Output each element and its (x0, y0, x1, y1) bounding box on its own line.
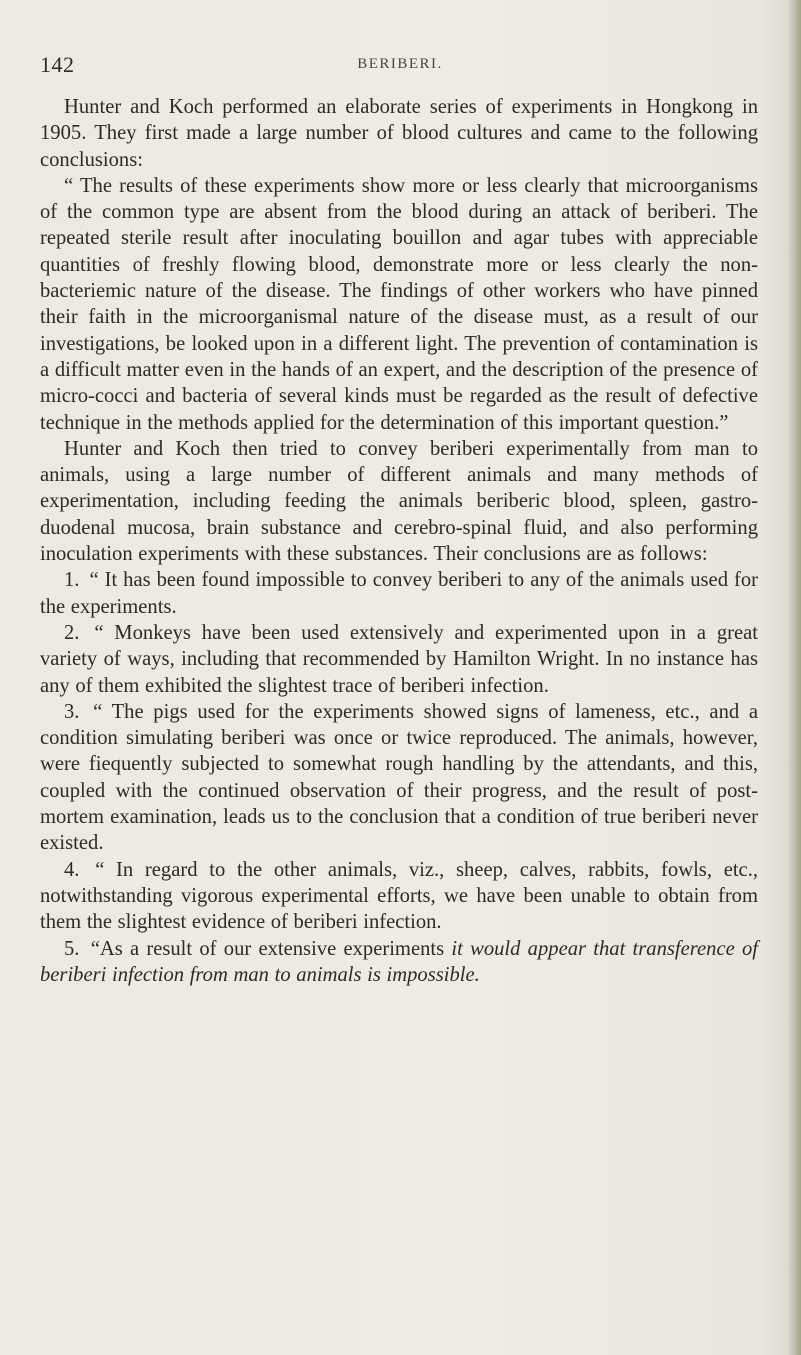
conclusion-number: 1. (64, 569, 80, 592)
conclusion-text: “As a result of our extensive experiments (90, 937, 445, 960)
conclusion-item-3 (40, 699, 758, 857)
conclusion-emphasis: it would appear that transference of beriberi infection from man to animals is impossible. (40, 937, 758, 986)
paragraph-intro: Hunter and Koch performed an elaborate series of experiments in Hongkong in 1905. They first made a large number of blood cultures and came to the following conclusions: (40, 96, 758, 171)
conclusion-text: “ In regard to the other animals, viz., sheep, calves, rabbits, fowls, etc., notwithstanding vigorous experimental efforts, we have been unable to obtain from them the slightest evidence of beriberi infection. (40, 858, 758, 934)
conclusion-text: “ It has been found impossible to convey beriberi to any of the animals used for the experiments. (40, 569, 758, 618)
conclusion-item-4 (40, 857, 758, 936)
conclusion-item-1 (40, 567, 758, 620)
conclusion-number: 3. (64, 700, 80, 723)
page-number: 142 (40, 52, 75, 77)
paragraph-animal-experiments: Hunter and Koch then tried to convey beriberi experimentally from man to animals, using a large number of different animals and many methods of experimentation, including feeding the animals beriberic blood, spleen, gastro-duodenal mucosa, brain substance and cerebro-spinal fluid, and also performing inoculation experiments with these substances. Their conclusions are as follows: (40, 437, 758, 566)
conclusion-number: 4. (64, 858, 80, 881)
conclusion-number: 5. (64, 937, 80, 960)
conclusion-item-2 (40, 620, 758, 699)
conclusion-text: “ Monkeys have been used extensively and experimented upon in a great variety of ways, including that recommended by Hamilton Wright. In no instance has any of them exhibited the slightest trace of beriberi infection. (40, 621, 758, 697)
page-body (40, 94, 758, 988)
page-header (40, 52, 760, 82)
paragraph-quote-blood-cultures: “ The results of these experiments show more or less clearly that microorganisms of the common type are absent from the blood during an attack of beriberi. The repeated sterile result after inoculating bouillon and agar tubes with appreciable quantities of freshly flowing blood, demonstrate more or less clearly the non-bacteriemic nature of the disease. The findings of other workers who have pinned their faith in the microorganismal nature of the disease must, as a result of our investigations, be looked upon in a different light. The prevention of contamination is a difficult matter even in the hands of an expert, and the description of the presence of micro-cocci and bacteria of several kinds must be regarded as the result of defective technique in the methods applied for the determination of this important question.” (40, 174, 758, 434)
conclusion-item-5 (40, 936, 758, 989)
conclusion-number: 2. (64, 621, 80, 644)
page-edge (787, 0, 801, 1355)
conclusion-text: “ The pigs used for the experiments showed signs of lameness, etc., and a condition simulating beriberi was once or twice reproduced. The animals, however, were fiequently subjected to somewhat rough handling by the attendants, and this, coupled with the continued observation of their progress, and the result of post-mortem examination, leads us to the conclusion that a condition of true beriberi never existed. (40, 700, 758, 855)
running-head: BERIBERI. (357, 56, 443, 72)
